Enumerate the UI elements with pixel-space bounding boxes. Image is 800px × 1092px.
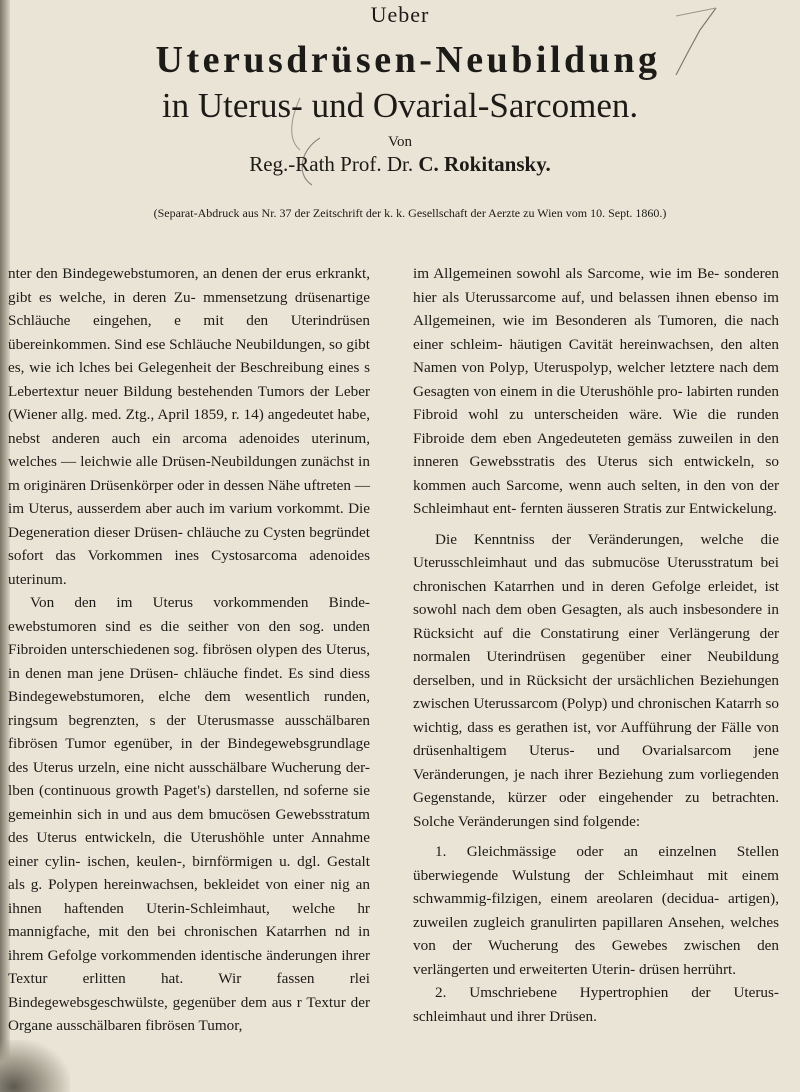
page-stain bbox=[0, 1040, 70, 1092]
author-prefix: Reg.-Rath Prof. Dr. bbox=[249, 152, 414, 176]
paragraph: im Allgemeinen sowohl als Sarcome, wie im Be- sonderen hier als Uterussarcome auf, und belassen ihnen ebenso im Allgemeinen, wie im Besonderen als Tumoren, die nach einer schleim- häutigen Cavität hereinwachsen, den alten Namen von Polyp, Uteruspolyp, welcher letztere nach dem Gesagten von einem in die Uterushöhle pro- labirten runden Fibroid wohl zu unterscheiden wäre. Wie die runden Fibroide dem eben Angedeuteten gemäss zuweilen in den inneren Gewebsstratis des Uterus sich entwickeln, so kommen auch Sarcome, wenn auch selten, in den von der Schleimhaut ent- fernten äusseren Stratis zur Entwickelung. bbox=[413, 265, 779, 517]
separatum-note: (Separat-Abdruck aus Nr. 37 der Zeitschrift der k. k. Gesellschaft der Aerzte zu Wien vom 10. Sept. 1860.) bbox=[153, 206, 667, 220]
numbered-paragraph: 1. Gleichmässige oder an einzelnen Stellen überwiegende Wulstung der Schleimhaut mit einem schwammig-filzigen, einem areolaren (decidua- artigen), zuweilen zugleich granulirten papillaren Ansehen, welches von der Wucherung des Gewebes zwischen den verlängerten und erweiterten Uterin- drüsen herrührt. bbox=[413, 843, 779, 978]
left-column bbox=[8, 262, 370, 1038]
right-column bbox=[413, 262, 779, 1028]
page-subtitle: in Uterus- und Ovarial-Sarcomen. bbox=[161, 86, 639, 125]
author-name: C. Rokitansky. bbox=[418, 152, 551, 176]
by-line-label: Von bbox=[388, 134, 412, 150]
page-title: Uterusdrüsen-Neubildung bbox=[155, 39, 661, 81]
paragraph: Von den im Uterus vorkommenden Binde- ewebstumoren sind es die seither von den sog. unden Fibroiden unterschiedenen sog. fibrösen olypen des Uterus, in denen man jene Drüsen- chläuche findet. Es sind diess Bindegewebstumoren, elche dem wesentlich runden, ringsum begrenzten, s der Uterusmasse ausschälbaren fibrösen Tumor egenüber, in der Bindegewebsgrundlage des Uterus urzeln, eine nicht ausschälbare Wucherung der- lben (continuous growth Paget's) darstellen, nd soferne sie gemeinhin sich in und aus dem bmucösen Gewebsstratum des Uterus entwickeln, die Uterushöhle unter Annahme einer cylin- ischen, keulen-, birnförmigen u. dgl. Gestalt als g. Polypen hereinwachsen, bekleidet von einer nig an ihnen haftenden Uterin-Schleimhaut, welche hr mannigfache, mit den bei chronischen Katarrhen nd in ihrem Gefolge vorkommenden identische änderungen ihrer Textur erlitten hat. Wir fassen rlei Bindegewebsgeschwülste, gegenüber dem aus r Textur der Organe ausschälbaren fibrösen Tumor, bbox=[8, 594, 370, 1034]
title-kicker: Ueber bbox=[370, 2, 430, 27]
author-line bbox=[0, 152, 800, 177]
paragraph: Die Kenntniss der Veränderungen, welche die Uterusschleimhaut und das submucöse Uterusstratum bei chronischen Katarrhen und in deren Gefolge erleidet, ist sowohl nach dem oben Gesagten, als auch insbesondere in Rücksicht auf die Constatirung einer Verlängerung der normalen Uterindrüsen gegenüber einer Neubildung derselben, und in Rücksicht der ursächlichen Beziehungen zwischen Uterussarcom (Polyp) und chronischen Katarrh so wichtig, dass es gerathen ist, vor Aufführung der Fälle von drüsenhaltigem Uterus- und Ovarialsarcom jene Veränderungen, je nach ihrer Beziehung zum vorliegenden Gegenstande, kürzer oder eingehender zu betrachten. Solche Veränderungen sind folgende: bbox=[413, 530, 779, 830]
numbered-paragraph: 2. Umschriebene Hypertrophien der Uterus- schleimhaut und ihrer Drüsen. bbox=[413, 984, 779, 1025]
paragraph: nter den Bindegewebstumoren, an denen der erus erkrankt, gibt es welche, in deren Zu- mmensetzung drüsenartige Schläuche eingehen, e mit den Uterindrüsen übereinkommen. Sind ese Schläuche Neubildungen, so gibt es, wie ich lches bei Gelegenheit der Beschreibung eines s Lebertextur neuer Bildung bestehenden Tumors der Leber (Wiener allg. med. Ztg., April 1859, r. 14) angedeutet habe, nebst anderen auch ein arcoma adenoides uterinum, welches — leichwie alle Drüsen-Neubildungen zunächst in m originären Drüsenkörper oder in dessen Nähe uftreten — im Uterus, ausserdem aber auch im varium vorkommt. Die Degeneration dieser Drüsen- chläuche zu Cysten begründet sofort das Vorkommen ines Cystosarcoma adenoides uterinum. bbox=[8, 265, 370, 588]
